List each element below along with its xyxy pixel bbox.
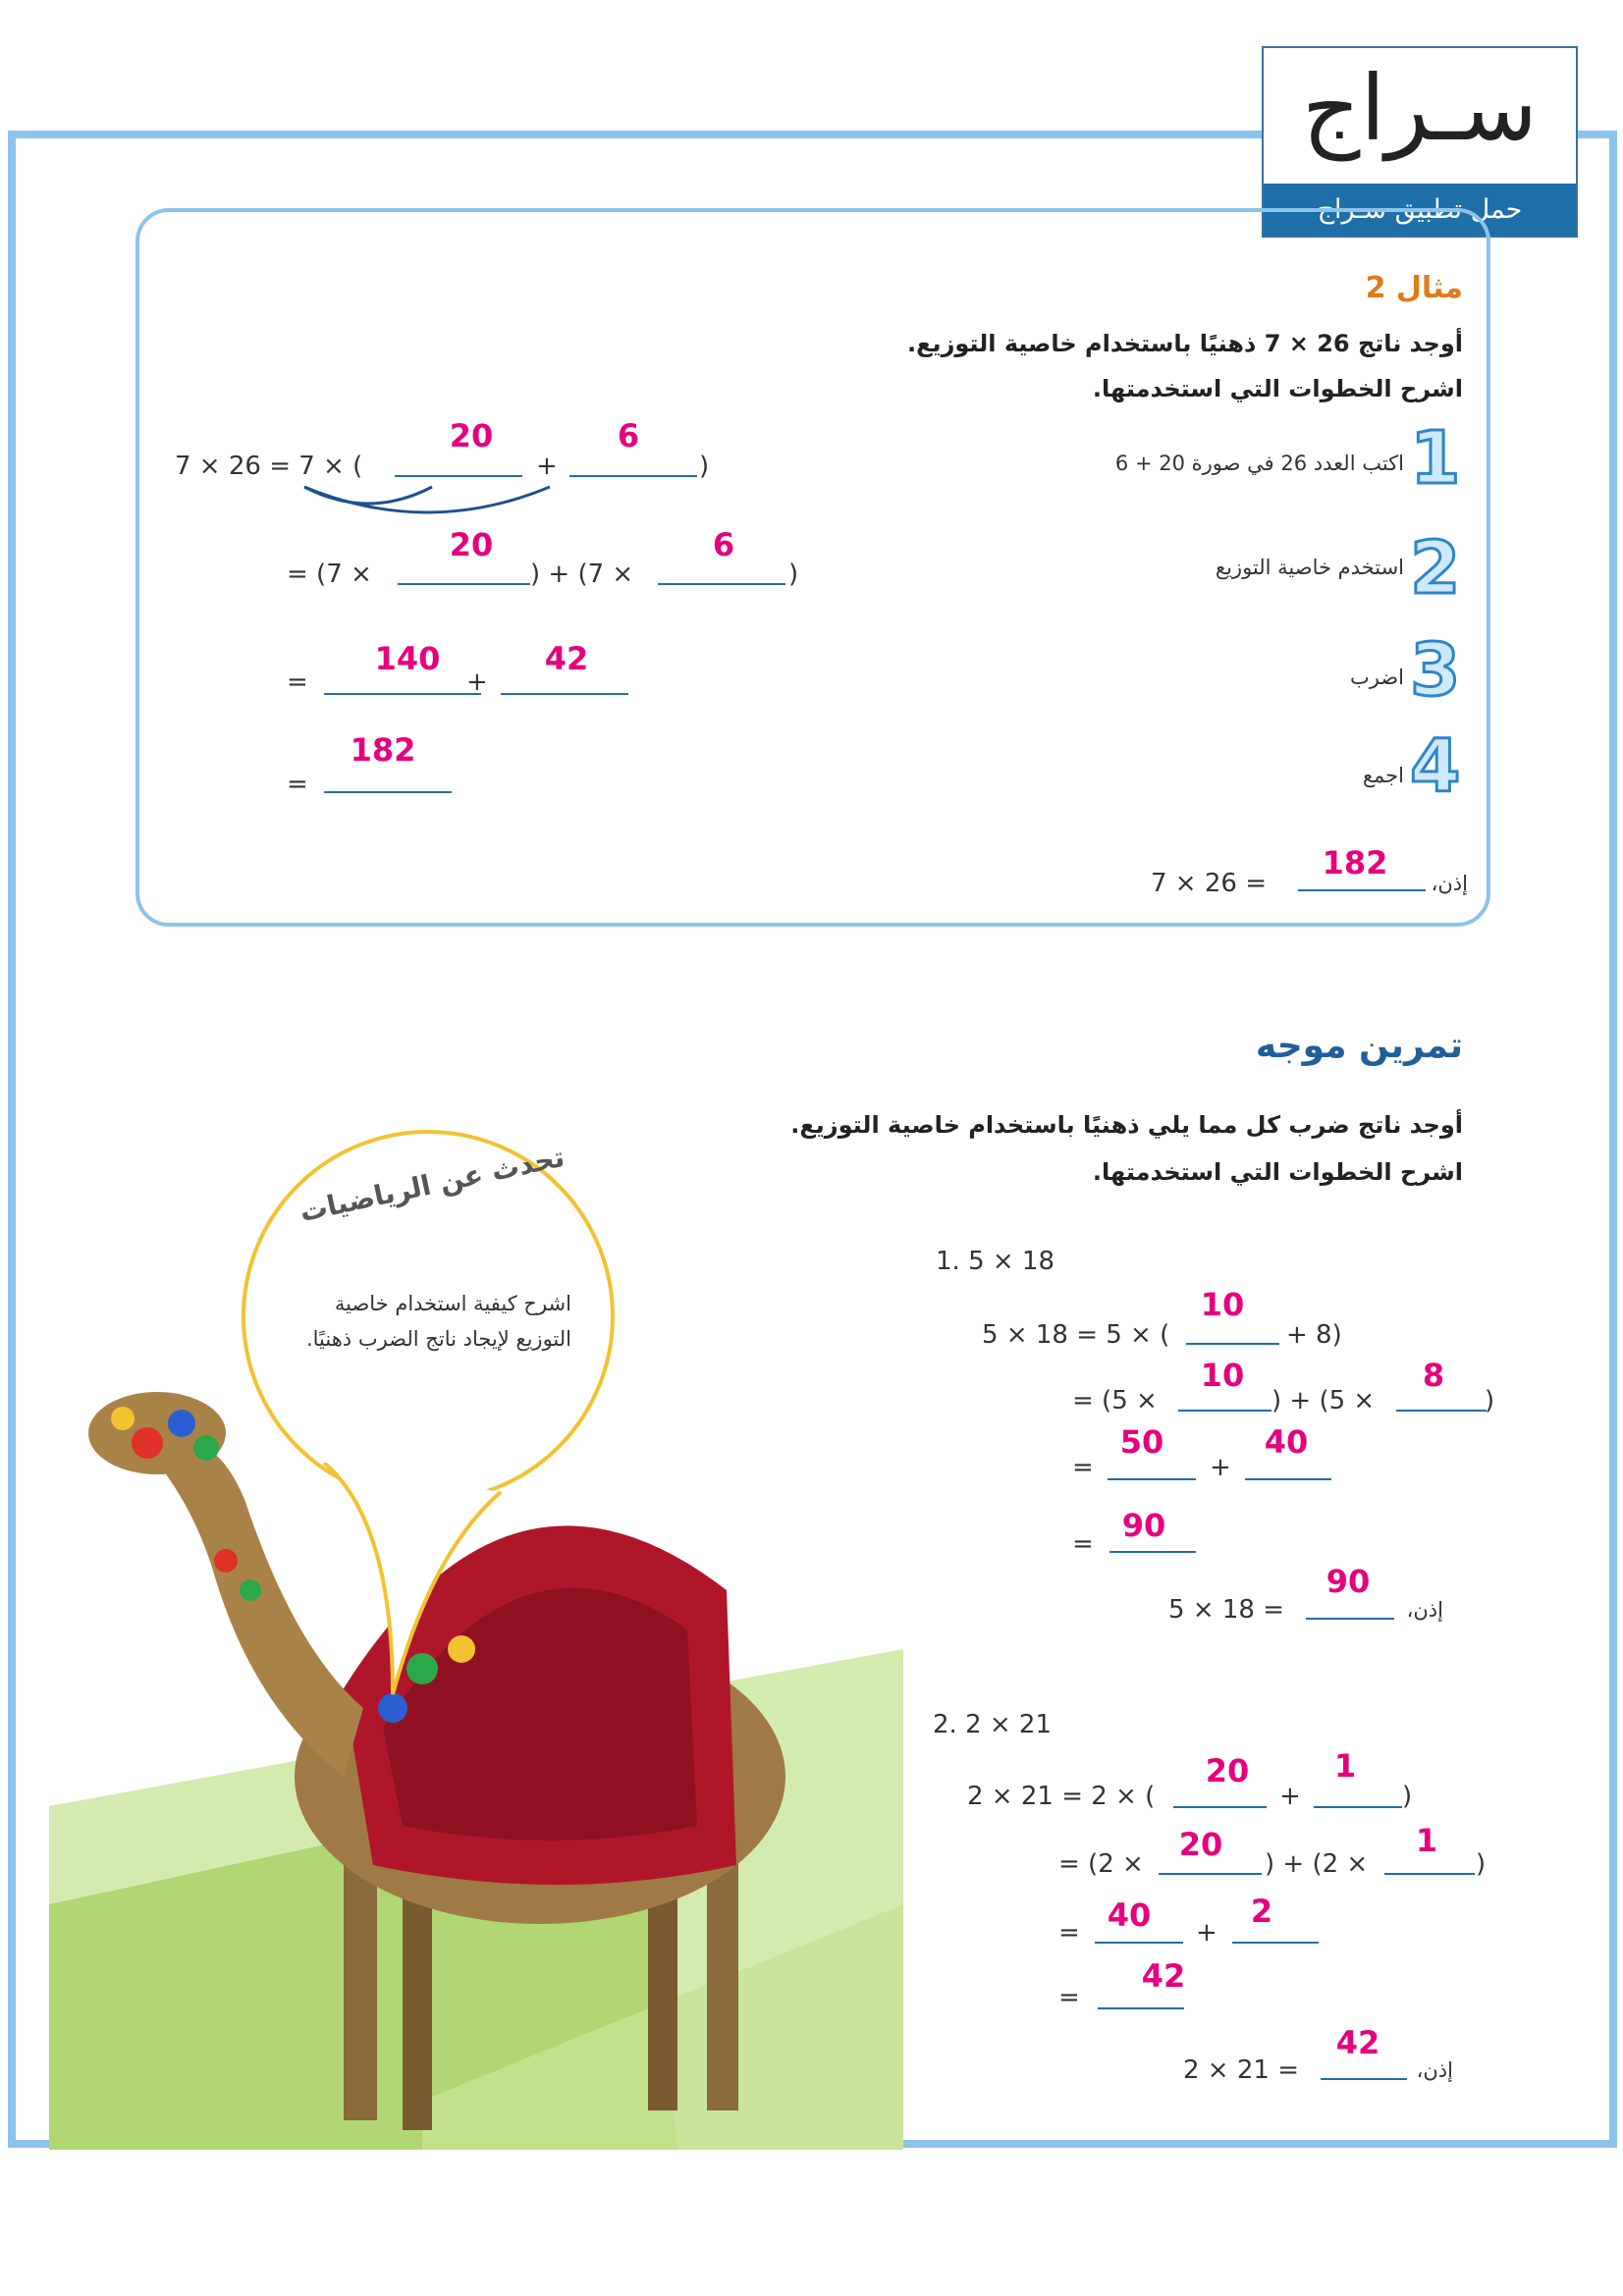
ex-answer-g: 182 <box>350 731 416 769</box>
p1-blank-e[interactable] <box>1245 1478 1331 1480</box>
p1-blank-final[interactable] <box>1306 1618 1394 1620</box>
head-pompom-2 <box>168 1410 195 1437</box>
ex-line1-close: ) <box>699 452 710 481</box>
p2-line2-b: ) + (2 × <box>1265 1849 1369 1879</box>
logo-tagline: حمل تطبيق سـراج <box>1264 184 1576 236</box>
ex-line3-eq: = <box>287 667 308 697</box>
p2-blank-f[interactable] <box>1232 1942 1319 1944</box>
p1-so-label: إذن، <box>1406 1598 1443 1622</box>
p1-line3-eq: = <box>1072 1453 1094 1482</box>
bubble-title: تحدث عن الرياضيات <box>297 1140 568 1229</box>
p2-blank-a[interactable] <box>1173 1806 1267 1808</box>
p1-blank-c[interactable] <box>1396 1410 1487 1412</box>
bubble-text: اشرح كيفية استخدام خاصية التوزيع لإيجاد ناتج الضرب ذهنيًا. <box>305 1292 571 1351</box>
p1-blank-d[interactable] <box>1108 1478 1196 1480</box>
p1-line4-eq: = <box>1072 1529 1094 1559</box>
camel-leg-1 <box>344 1865 377 2120</box>
p1-line2-b: ) + (5 × <box>1271 1386 1376 1415</box>
p2-blank-d[interactable] <box>1384 1873 1475 1875</box>
ex-line2-close: ) <box>788 560 799 589</box>
neck-pompom-2 <box>240 1579 261 1601</box>
example-heading: مثال 2 <box>1365 271 1463 305</box>
p1-line1-right: + 8) <box>1286 1320 1342 1350</box>
p1-answer-b: 10 <box>1200 1357 1245 1394</box>
p2-so-label: إذن، <box>1416 2058 1453 2082</box>
p2-line1-left: 2 × 21 = 2 × ( <box>967 1782 1156 1811</box>
p1-blank-b[interactable] <box>1178 1410 1271 1412</box>
step-text-3: اضرب <box>1349 666 1404 689</box>
step-number-1: 1 <box>1410 416 1461 501</box>
practice-instruction-2: اشرح الخطوات التي استخدمتها. <box>1092 1158 1463 1186</box>
ex-answer-e: 140 <box>374 640 441 677</box>
p2-line4-eq: = <box>1058 1983 1080 2012</box>
ex-answer-b: 6 <box>617 417 640 454</box>
head-pompom-3 <box>193 1435 219 1461</box>
step-number-4: 4 <box>1410 724 1461 809</box>
p2-answer-a: 20 <box>1205 1752 1250 1789</box>
p2-line2-a: = (2 × <box>1058 1849 1144 1879</box>
p1-line2-close: ) <box>1485 1386 1495 1415</box>
p2-line3-plus: + <box>1196 1918 1217 1948</box>
p1-answer-e: 40 <box>1264 1423 1309 1461</box>
ex-line1-left: 7 × 26 = 7 × ( <box>175 452 363 481</box>
p2-blank-b[interactable] <box>1314 1806 1402 1808</box>
ex-blank-final[interactable] <box>1298 889 1426 891</box>
ex-blank-d[interactable] <box>658 583 785 585</box>
practice-title: تمرين موجه <box>1255 1026 1463 1066</box>
p1-blank-f[interactable] <box>1109 1551 1196 1553</box>
p1-answer-a: 10 <box>1200 1286 1245 1323</box>
p1-answer-f: 90 <box>1121 1507 1166 1544</box>
p1-answer-c: 8 <box>1422 1357 1445 1394</box>
p2-blank-e[interactable] <box>1095 1942 1183 1944</box>
p2-answer-g: 42 <box>1141 1957 1186 1995</box>
p2-line2-close: ) <box>1476 1849 1487 1879</box>
p2-label: 2. 2 × 21 <box>933 1710 1053 1739</box>
ex-line2-b: ) + (7 × <box>530 560 634 589</box>
p2-answer-c: 20 <box>1178 1826 1223 1863</box>
ex-line1-plus: + <box>536 452 558 481</box>
practice-instruction-1: أوجد ناتج ضرب كل مما يلي ذهنيًا باستخدام خاصية التوزيع. <box>790 1111 1463 1139</box>
logo-wordmark: سـراج <box>1302 56 1538 161</box>
p2-blank-g[interactable] <box>1098 2007 1184 2009</box>
p1-line1-left: 5 × 18 = 5 × ( <box>982 1320 1170 1350</box>
example-instruction-2: اشرح الخطوات التي استخدمتها. <box>1092 375 1463 402</box>
ex-line2-a: = (7 × <box>287 560 372 589</box>
ex-blank-g[interactable] <box>324 791 452 793</box>
ex-line3-plus: + <box>466 667 488 697</box>
ex-answer-c: 20 <box>449 526 494 563</box>
distribution-arrows <box>295 481 560 528</box>
ex-blank-c[interactable] <box>398 583 530 585</box>
p1-final-expr: 5 × 18 = <box>1168 1595 1284 1625</box>
camel-leg-4 <box>707 1855 738 2110</box>
step-number-3: 3 <box>1410 628 1461 713</box>
p1-blank-a[interactable] <box>1186 1343 1279 1345</box>
p1-answer-d: 50 <box>1119 1423 1164 1461</box>
ex-blank-f[interactable] <box>501 693 628 695</box>
p2-answer-e: 40 <box>1107 1896 1152 1934</box>
ex-blank-a[interactable] <box>395 475 522 477</box>
p2-answer-final: 42 <box>1335 2024 1380 2061</box>
p2-line3-eq: = <box>1058 1918 1080 1948</box>
p2-answer-d: 1 <box>1415 1822 1438 1859</box>
ex-answer-final: 182 <box>1322 844 1388 881</box>
step-text-4: اجمع <box>1362 764 1404 787</box>
p2-final-expr: 2 × 21 = <box>1183 2056 1299 2085</box>
ex-answer-d: 6 <box>712 526 735 563</box>
ex-final-expr: 7 × 26 = <box>1151 869 1267 898</box>
ex-so-label: إذن، <box>1431 872 1468 895</box>
neck-pompom-1 <box>214 1549 238 1573</box>
step-text-2: استخدم خاصية التوزيع <box>1215 556 1404 579</box>
example-instruction-1: أوجد ناتج 26 × 7 ذهنيًا باستخدام خاصية التوزيع. <box>907 330 1463 357</box>
head-pompom-4 <box>111 1407 135 1430</box>
p1-line2-a: = (5 × <box>1072 1386 1158 1415</box>
p2-blank-c[interactable] <box>1159 1873 1262 1875</box>
p1-line3-plus: + <box>1210 1453 1231 1482</box>
ex-answer-a: 20 <box>449 417 494 454</box>
step-number-2: 2 <box>1410 526 1461 611</box>
bubble-tail <box>285 1463 530 1698</box>
ex-line4-eq: = <box>287 770 308 799</box>
p2-answer-b: 1 <box>1333 1747 1357 1785</box>
p2-line1-plus: + <box>1279 1782 1301 1811</box>
step-text-1: اكتب العدد 26 في صورة 20 + 6 <box>1114 452 1404 475</box>
p2-line1-close: ) <box>1402 1782 1413 1811</box>
p1-answer-final: 90 <box>1325 1563 1371 1600</box>
ex-blank-e[interactable] <box>324 693 481 695</box>
p1-label: 1. 5 × 18 <box>936 1247 1055 1276</box>
p2-answer-f: 2 <box>1250 1893 1273 1930</box>
camel-leg-2 <box>403 1885 432 2130</box>
ex-blank-b[interactable] <box>569 475 697 477</box>
ex-answer-f: 42 <box>544 640 589 677</box>
head-pompom-1 <box>132 1427 163 1459</box>
p2-blank-final[interactable] <box>1321 2078 1407 2080</box>
